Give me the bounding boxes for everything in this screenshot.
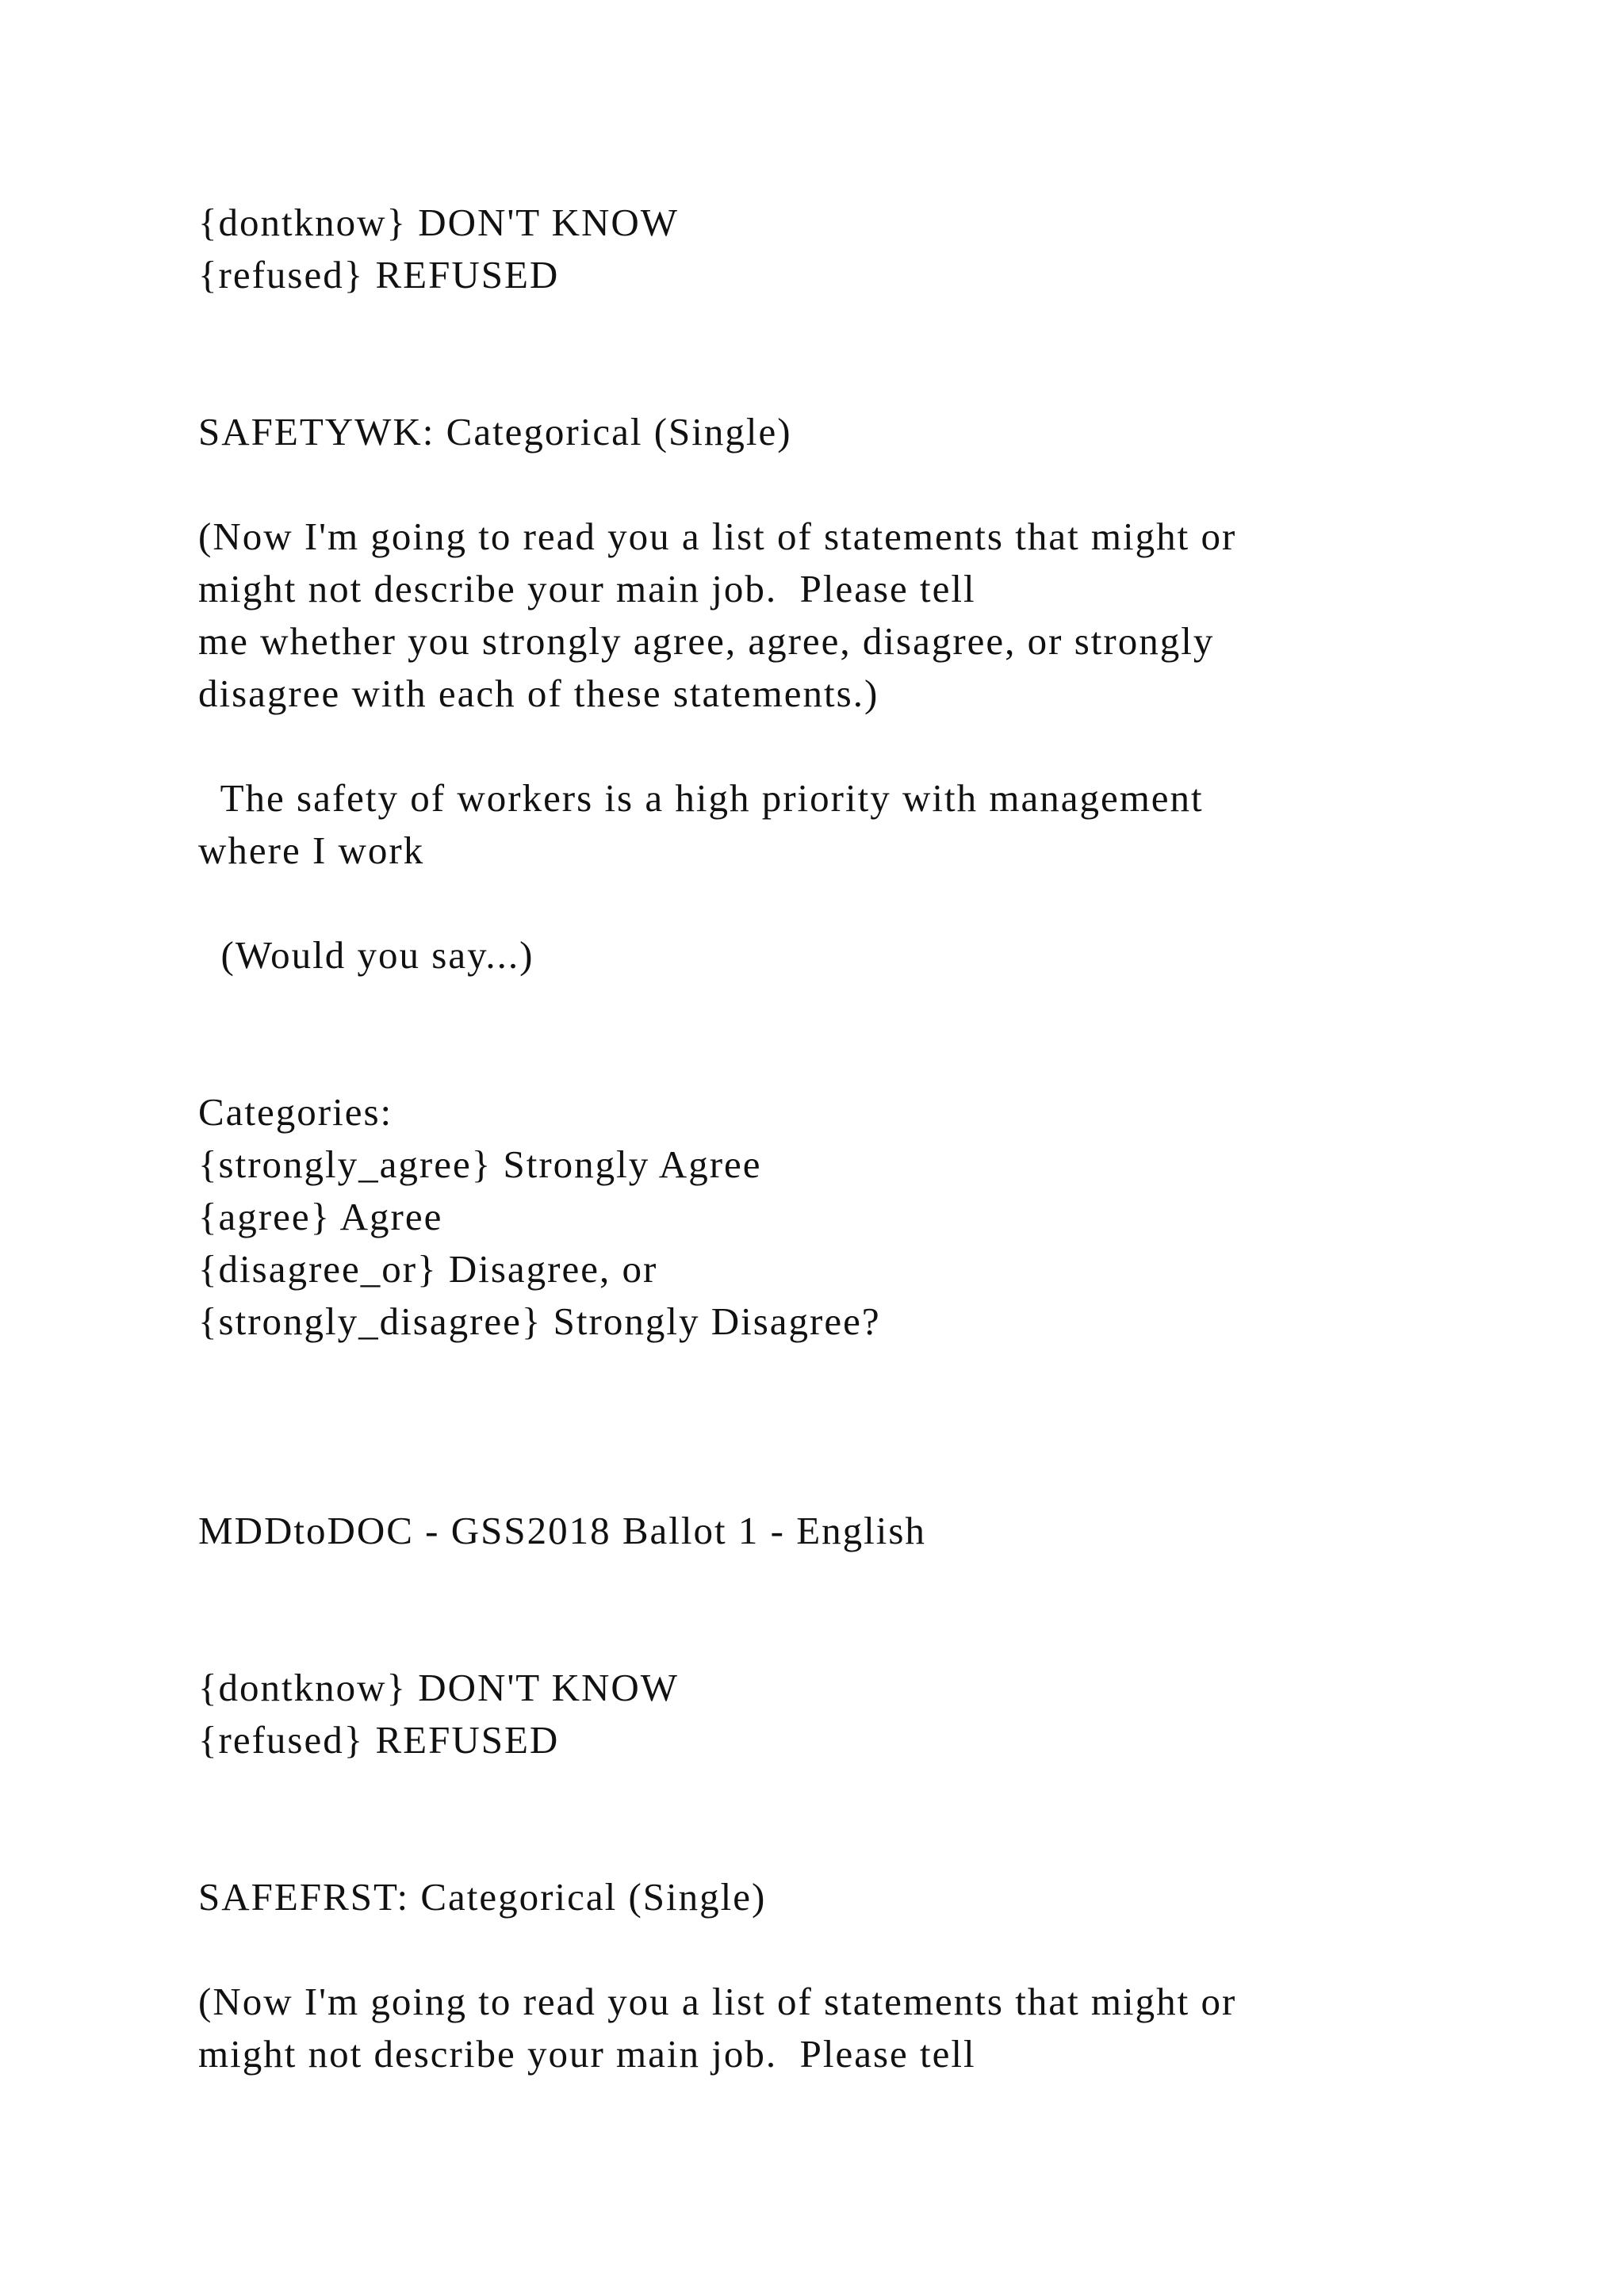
instruction-line: me whether you strongly agree, agree, disagree, or strongly	[198, 619, 1215, 663]
instruction-line: might not describe your main job. Please tell	[198, 2032, 976, 2076]
category-disagree: {disagree_or} Disagree, or	[198, 1247, 658, 1291]
category-strongly-disagree: {strongly_disagree} Strongly Disagree?	[198, 1299, 881, 1343]
question-header-safefrst: SAFEFRST: Categorical (Single)	[198, 1875, 767, 1919]
prompt-line: (Would you say...)	[198, 933, 534, 977]
category-dontknow: {dontknow} DON'T KNOW	[198, 201, 679, 244]
category-refused: {refused} REFUSED	[198, 1718, 560, 1762]
question-header-safetywk: SAFETYWK: Categorical (Single)	[198, 410, 792, 453]
document-footer-title: MDDtoDOC - GSS2018 Ballot 1 - English	[198, 1509, 926, 1552]
category-refused: {refused} REFUSED	[198, 253, 560, 297]
statement-line: The safety of workers is a high priority with management	[198, 776, 1204, 820]
statement-line: where I work	[198, 828, 425, 872]
instruction-line: might not describe your main job. Please tell	[198, 567, 976, 610]
instruction-line: disagree with each of these statements.)	[198, 672, 879, 715]
category-agree: {agree} Agree	[198, 1195, 443, 1238]
category-strongly-agree: {strongly_agree} Strongly Agree	[198, 1142, 762, 1186]
category-dontknow: {dontknow} DON'T KNOW	[198, 1666, 679, 1709]
instruction-line: (Now I'm going to read you a list of statements that might or	[198, 1980, 1237, 2023]
instruction-line: (Now I'm going to read you a list of statements that might or	[198, 515, 1237, 558]
categories-heading: Categories:	[198, 1090, 393, 1134]
